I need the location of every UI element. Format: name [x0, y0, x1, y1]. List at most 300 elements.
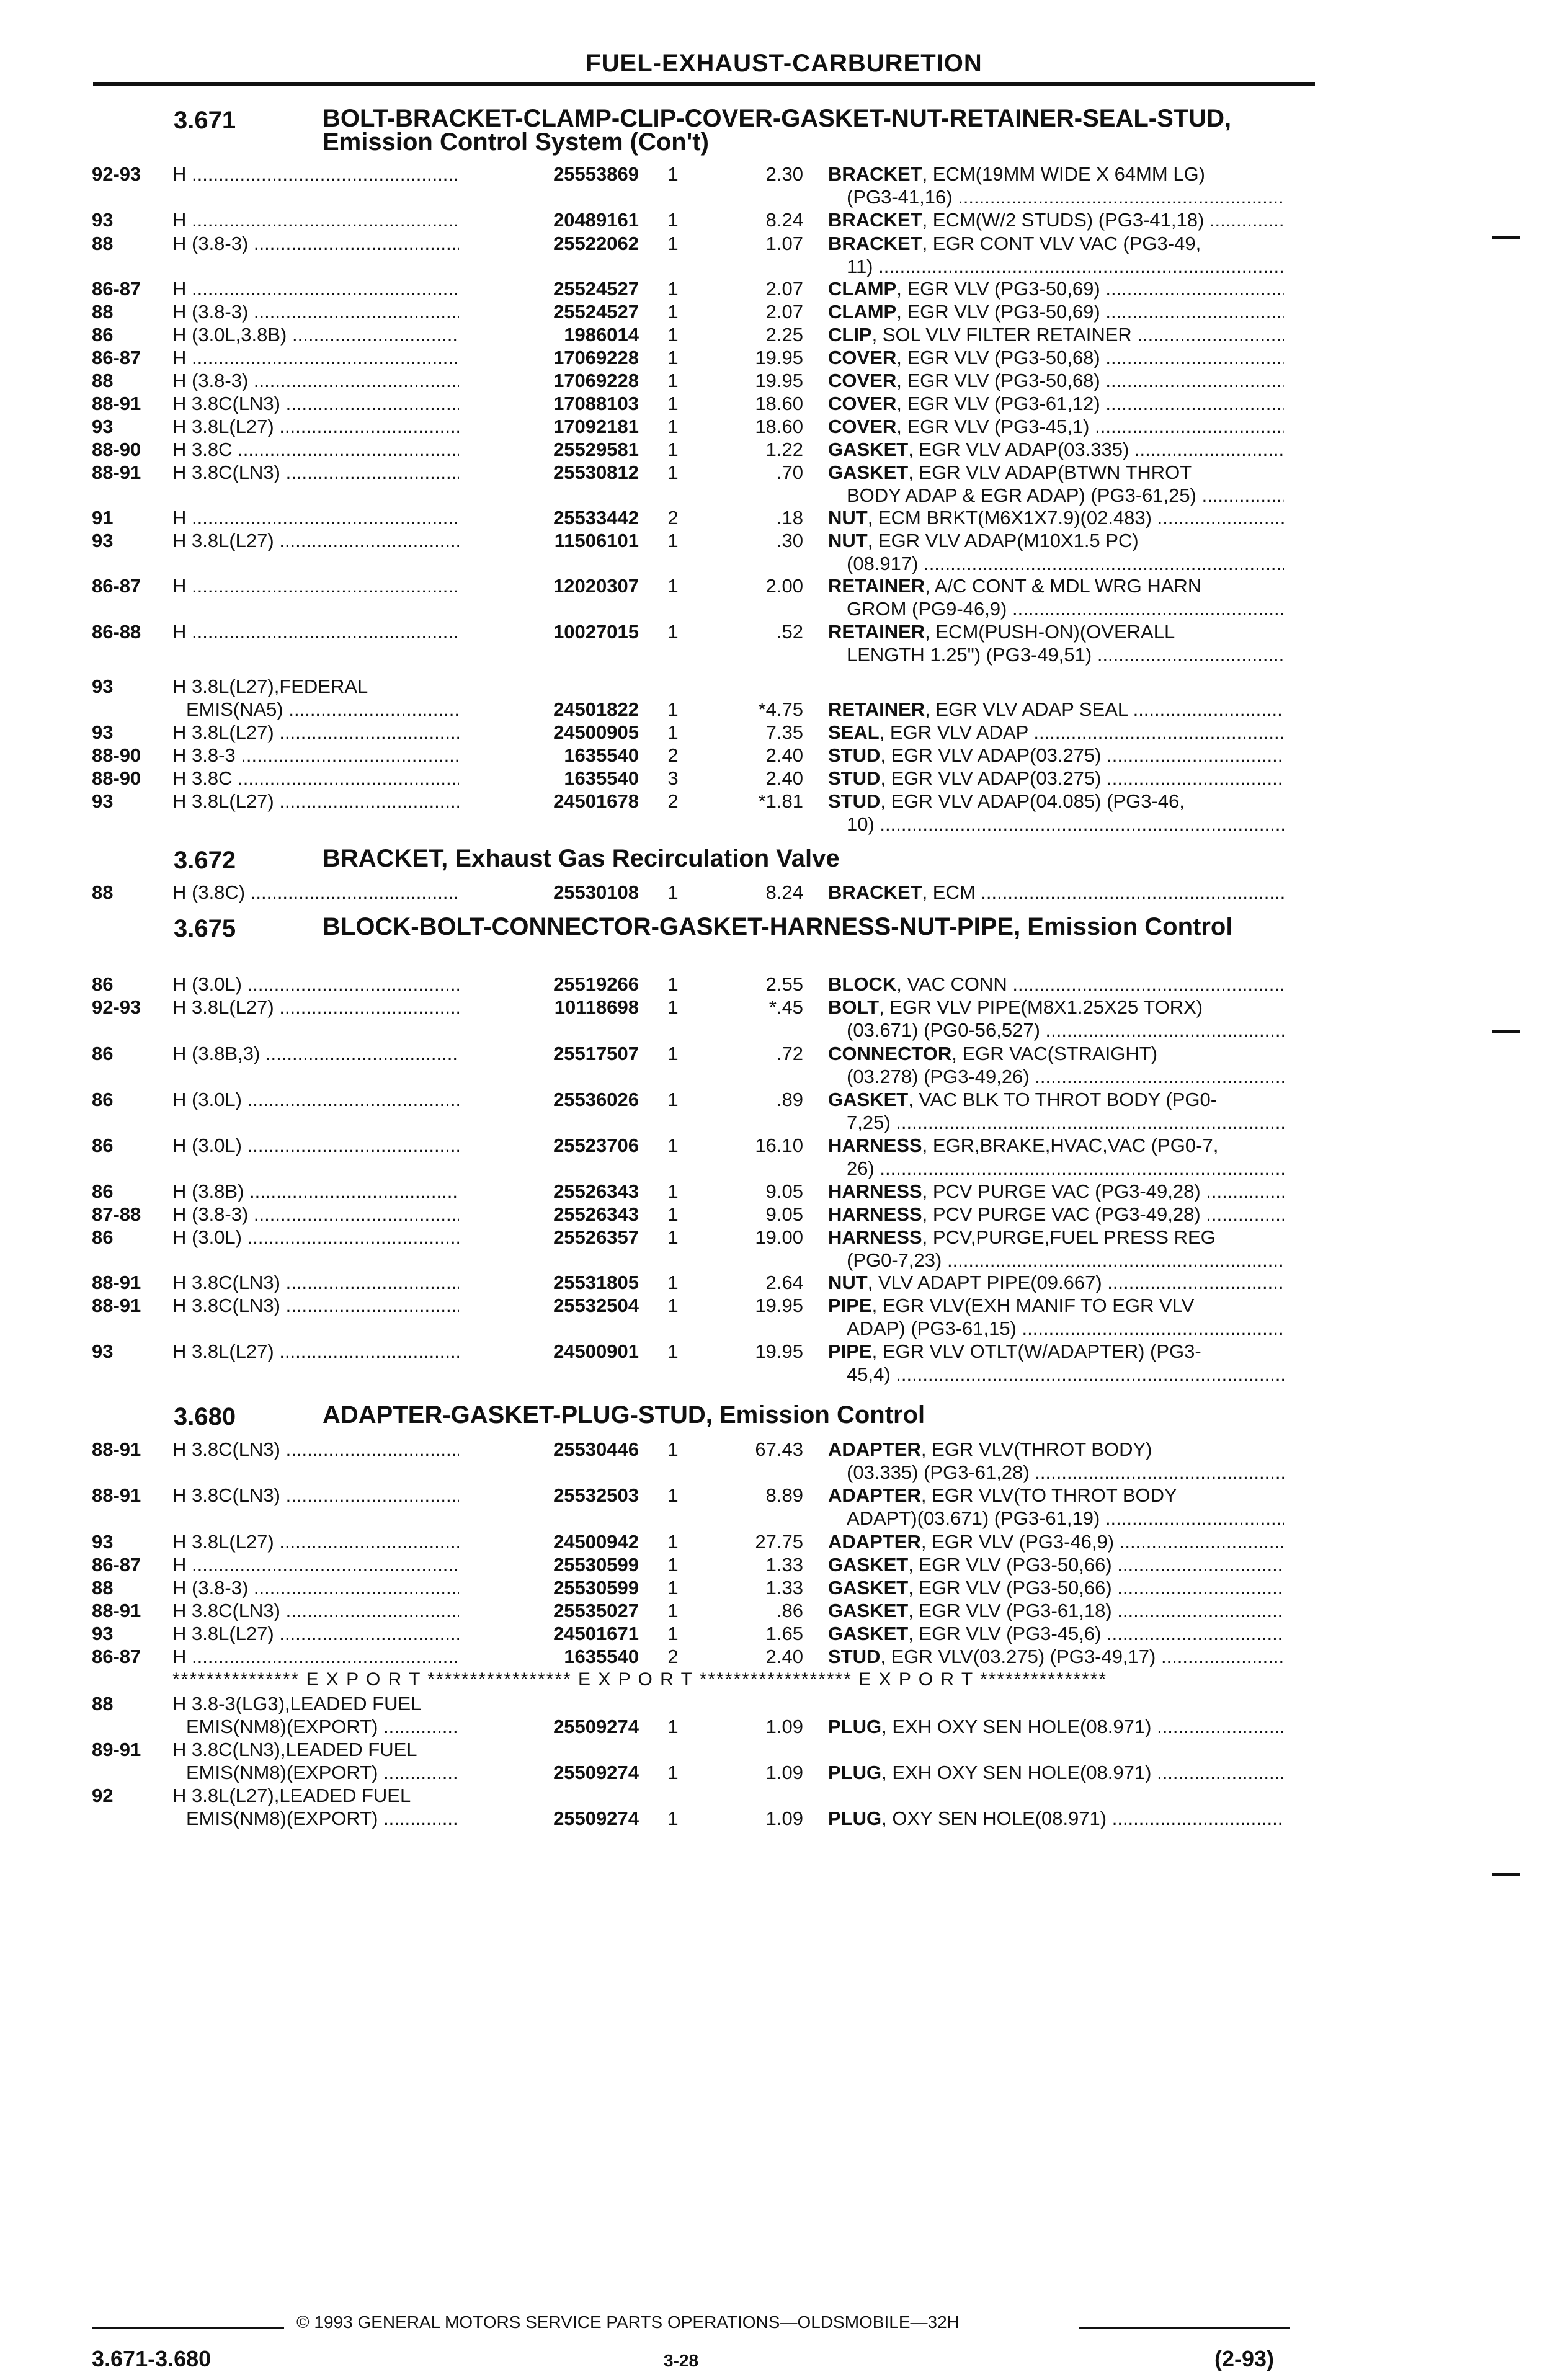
- description: [828, 973, 1284, 996]
- part-number: 12020307: [459, 574, 639, 597]
- model-year: 93: [92, 1623, 114, 1644]
- description: [828, 1134, 1284, 1157]
- description-cont: BODY ADAP & EGR ADAP) (PG3-61,25) .....: [847, 484, 1284, 507]
- part-number: 25509274: [459, 1807, 639, 1830]
- application: H 3.8C(LN3) .....: [172, 1484, 501, 1507]
- part-name: CLAMP: [828, 278, 897, 300]
- quantity: 1: [667, 721, 679, 743]
- part-name: GASKET: [828, 1623, 909, 1644]
- price: 1.09: [765, 1808, 803, 1829]
- part-name: COVER: [828, 416, 897, 437]
- description-text: , EGR VLV (PG3-50,66): [908, 1554, 1112, 1576]
- description: [828, 1340, 1284, 1363]
- section-title: BLOCK-BOLT-CONNECTOR-GASKET-HARNESS-NUT-PIPE, Emission Control: [323, 913, 1233, 940]
- part-name: CLIP: [828, 324, 872, 346]
- application: H .....: [172, 506, 501, 529]
- price: .70: [776, 461, 803, 483]
- description: [828, 996, 1284, 1019]
- part-name: BRACKET: [828, 233, 922, 254]
- part-name: BOLT: [828, 996, 880, 1018]
- quantity: 1: [667, 1531, 679, 1553]
- model-year: 93: [92, 721, 114, 743]
- application: H 3.8C(LN3),LEADED FUEL: [172, 1739, 417, 1760]
- model-year: 91: [92, 507, 114, 528]
- application: H .....: [172, 208, 501, 231]
- application: H 3.8C(LN3) .....: [172, 392, 501, 415]
- model-year: 86-87: [92, 347, 141, 368]
- price: 19.95: [755, 1340, 803, 1362]
- footer-copyright: © 1993 GENERAL MOTORS SERVICE PARTS OPERATIONS—OLDSMOBILE—32H: [296, 2312, 960, 2332]
- part-name: STUD: [828, 790, 881, 812]
- part-number: 24501671: [459, 1622, 639, 1645]
- part-name: PIPE: [828, 1340, 872, 1362]
- footer-section-range: 3.671-3.680: [92, 2346, 212, 2371]
- model-year: 88-90: [92, 767, 141, 789]
- part-name: GASKET: [828, 1577, 909, 1598]
- price: 9.05: [765, 1203, 803, 1225]
- description: [828, 698, 1284, 721]
- application: H 3.8C .....: [172, 438, 501, 461]
- description-text: , VAC BLK TO THROT BODY (PG0-: [908, 1089, 1218, 1110]
- part-name: NUT: [828, 530, 868, 551]
- description-text: , EGR VLV ADAP(03.275): [880, 767, 1102, 789]
- model-year: 92: [92, 1785, 114, 1806]
- description-text: , EGR VLV (PG3-50,68): [896, 347, 1100, 368]
- part-name: COVER: [828, 347, 897, 368]
- quantity: 1: [667, 530, 679, 551]
- model-year: 86-87: [92, 575, 141, 597]
- description-text: , EGR VLV(TO THROT BODY: [920, 1484, 1177, 1506]
- part-name: ADAPTER: [828, 1531, 921, 1553]
- application: H 3.8L(L27) .....: [172, 1340, 501, 1363]
- quantity: 1: [667, 1180, 679, 1202]
- description-text: , EGR VLV(EXH MANIF TO EGR VLV: [871, 1295, 1195, 1316]
- quantity: 1: [667, 439, 679, 460]
- application: H .....: [172, 277, 501, 300]
- application: H 3.8-3 .....: [172, 744, 501, 767]
- model-year: 86: [92, 1043, 114, 1064]
- price: 2.07: [765, 301, 803, 323]
- part-number: 25532504: [459, 1294, 639, 1317]
- price: 19.95: [755, 347, 803, 368]
- application: H (3.8-3) .....: [172, 369, 501, 392]
- part-number: 25524527: [459, 300, 639, 323]
- price: .72: [776, 1043, 803, 1064]
- part-number: 17092181: [459, 415, 639, 438]
- application: H 3.8C(LN3) .....: [172, 1294, 501, 1317]
- description: [828, 346, 1284, 369]
- description-cont: (PG3-41,16) .....: [847, 185, 1284, 208]
- description: [828, 1271, 1284, 1294]
- model-year: 86: [92, 324, 114, 346]
- part-name: NUT: [828, 507, 868, 528]
- model-year: 88: [92, 1693, 114, 1714]
- model-year: 88: [92, 1577, 114, 1598]
- description: [828, 790, 1284, 813]
- price: *1.81: [758, 790, 803, 812]
- description-text: , ECM BRKT(M6X1X7.9)(02.483): [867, 507, 1152, 528]
- quantity: 1: [667, 278, 679, 300]
- description-text: , EGR VLV ADAP(04.085) (PG3-46,: [880, 790, 1185, 812]
- description: [828, 529, 1284, 552]
- margin-mark: [1492, 1873, 1520, 1876]
- quantity: 1: [667, 393, 679, 414]
- description: [828, 620, 1284, 643]
- price: 8.24: [765, 209, 803, 231]
- price: 2.30: [765, 163, 803, 185]
- application: H (3.8C) .....: [172, 881, 501, 904]
- part-number: 17069228: [459, 346, 639, 369]
- quantity: 1: [667, 163, 679, 185]
- description: [828, 881, 1284, 904]
- description: [828, 1484, 1284, 1507]
- application: H 3.8L(L27) .....: [172, 415, 501, 438]
- quantity: 1: [667, 1438, 679, 1460]
- price: 67.43: [755, 1438, 803, 1460]
- price: 1.33: [765, 1554, 803, 1576]
- description-text: , PCV PURGE VAC (PG3-49,28): [922, 1180, 1201, 1202]
- part-number: 25530599: [459, 1576, 639, 1599]
- description-text: , ECM(19MM WIDE X 64MM LG): [922, 163, 1205, 185]
- model-year: 88-91: [92, 1438, 141, 1460]
- description: [828, 208, 1284, 231]
- application: H (3.0L) .....: [172, 1088, 501, 1111]
- price: 18.60: [755, 393, 803, 414]
- quantity: 1: [667, 461, 679, 483]
- model-year: 86-87: [92, 1646, 141, 1667]
- application: H .....: [172, 346, 501, 369]
- description: [828, 300, 1284, 323]
- description-cont: (03.671) (PG0-56,527) .....: [847, 1019, 1284, 1041]
- description-text: , EGR CONT VLV VAC (PG3-49,: [922, 233, 1201, 254]
- part-name: CONNECTOR: [828, 1043, 952, 1064]
- description-text: , ECM: [922, 881, 976, 903]
- section-number: 3.672: [174, 847, 236, 874]
- quantity: 1: [667, 1716, 679, 1737]
- description-text: , PCV,PURGE,FUEL PRESS REG: [922, 1226, 1216, 1248]
- part-number: 24500942: [459, 1530, 639, 1553]
- description: [828, 277, 1284, 300]
- description: [828, 1203, 1284, 1226]
- part-number: 24501678: [459, 790, 639, 813]
- description-text: , ECM(PUSH-ON)(OVERALL: [925, 621, 1175, 643]
- part-number: 25522062: [459, 232, 639, 255]
- quantity: 1: [667, 698, 679, 720]
- application: H 3.8L(L27) .....: [172, 1530, 501, 1553]
- part-name: BLOCK: [828, 973, 897, 995]
- price: 1.65: [765, 1623, 803, 1644]
- part-number: 24500905: [459, 721, 639, 744]
- description: [828, 163, 1284, 185]
- model-year: 86: [92, 973, 114, 995]
- part-number: 25526357: [459, 1226, 639, 1249]
- part-name: BRACKET: [828, 881, 922, 903]
- part-number: 25536026: [459, 1088, 639, 1111]
- application: H (3.8B) .....: [172, 1180, 501, 1203]
- section-number: 3.680: [174, 1403, 236, 1430]
- description-text: , PCV PURGE VAC (PG3-49,28): [922, 1203, 1201, 1225]
- application: H (3.0L,3.8B) .....: [172, 323, 501, 346]
- margin-mark: [1492, 236, 1520, 239]
- model-year: 88: [92, 233, 114, 254]
- section-title: BRACKET, Exhaust Gas Recirculation Valve: [323, 845, 840, 872]
- description: [828, 767, 1284, 790]
- part-number: 25526343: [459, 1180, 639, 1203]
- quantity: 1: [667, 881, 679, 903]
- price: 9.05: [765, 1180, 803, 1202]
- application: H .....: [172, 1553, 501, 1576]
- quantity: 2: [667, 507, 679, 528]
- part-name: GASKET: [828, 1554, 909, 1576]
- price: 18.60: [755, 416, 803, 437]
- price: 2.40: [765, 744, 803, 766]
- description-text: , EGR VLV ADAP: [879, 721, 1028, 743]
- part-number: 20489161: [459, 208, 639, 231]
- part-number: 25553869: [459, 163, 639, 185]
- part-number: 25530108: [459, 881, 639, 904]
- model-year: 88-91: [92, 1484, 141, 1506]
- description-cont: ADAP) (PG3-61,15) .....: [847, 1317, 1284, 1340]
- description-text: , EGR VAC(STRAIGHT): [951, 1043, 1158, 1064]
- quantity: 1: [667, 1295, 679, 1316]
- price: 27.75: [755, 1531, 803, 1553]
- application: H 3.8L(L27),FEDERAL: [172, 675, 368, 697]
- model-year: 93: [92, 790, 114, 812]
- description-cont: (03.335) (PG3-61,28) .....: [847, 1461, 1284, 1484]
- description-text: , EGR VLV ADAP SEAL: [925, 698, 1128, 720]
- quantity: 1: [667, 233, 679, 254]
- export-banner: *************** E X P O R T ***************** E X P O R T ****************** E X P O R T ***************: [172, 1669, 1108, 1690]
- model-year: 86-87: [92, 278, 141, 300]
- part-name: BRACKET: [828, 163, 922, 185]
- description: [828, 1294, 1284, 1317]
- quantity: 1: [667, 1203, 679, 1225]
- description-text: , EGR,BRAKE,HVAC,VAC (PG0-7,: [922, 1135, 1219, 1156]
- application: H .....: [172, 574, 501, 597]
- page-title: FUEL-EXHAUST-CARBURETION: [586, 50, 982, 77]
- description: [828, 1645, 1284, 1668]
- part-name: BRACKET: [828, 209, 922, 231]
- application: H (3.8-3) .....: [172, 232, 501, 255]
- part-number: 25529581: [459, 438, 639, 461]
- description: [828, 1715, 1284, 1738]
- description: [828, 721, 1284, 744]
- application: H 3.8L(L27) .....: [172, 790, 501, 813]
- model-year: 88: [92, 301, 114, 323]
- part-number: 17069228: [459, 369, 639, 392]
- part-number: 25535027: [459, 1599, 639, 1622]
- model-year: 93: [92, 1340, 114, 1362]
- part-number: 24500901: [459, 1340, 639, 1363]
- description-text: , EXH OXY SEN HOLE(08.971): [881, 1716, 1152, 1737]
- part-name: PIPE: [828, 1295, 872, 1316]
- model-year: 86-88: [92, 621, 141, 643]
- description: [828, 506, 1284, 529]
- application: H 3.8L(L27) .....: [172, 529, 501, 552]
- description-text: , VLV ADAPT PIPE(09.667): [867, 1272, 1102, 1293]
- description-cont: 11) .....: [847, 255, 1284, 278]
- model-year: 88-91: [92, 393, 141, 414]
- part-name: HARNESS: [828, 1203, 922, 1225]
- part-name: RETAINER: [828, 698, 925, 720]
- description-text: , EGR VLV PIPE(M8X1.25X25 TORX): [879, 996, 1203, 1018]
- price: .86: [776, 1600, 803, 1621]
- application-cont: EMIS(NM8)(EXPORT) .....: [186, 1761, 501, 1784]
- part-number: 25530812: [459, 461, 639, 484]
- part-number: 10027015: [459, 620, 639, 643]
- model-year: 93: [92, 1531, 114, 1553]
- part-number: 24501822: [459, 698, 639, 721]
- application: H 3.8C(LN3) .....: [172, 461, 501, 484]
- description-cont: (PG0-7,23) .....: [847, 1249, 1284, 1272]
- description: [828, 232, 1284, 255]
- part-name: SEAL: [828, 721, 880, 743]
- application: H 3.8C(LN3) .....: [172, 1438, 501, 1461]
- part-number: 25509274: [459, 1761, 639, 1784]
- section-title: BOLT-BRACKET-CLAMP-CLIP-COVER-GASKET-NUT-RETAINER-SEAL-STUD, Emission Control System (Con't): [323, 105, 1232, 156]
- model-year: 93: [92, 675, 114, 697]
- quantity: 1: [667, 1808, 679, 1829]
- price: 2.40: [765, 1646, 803, 1667]
- quantity: 1: [667, 347, 679, 368]
- description-text: , A/C CONT & MDL WRG HARN: [925, 575, 1202, 597]
- description-cont: (03.278) (PG3-49,26) .....: [847, 1065, 1284, 1088]
- price: *4.75: [758, 698, 803, 720]
- description-text: , EGR VLV(THROT BODY): [920, 1438, 1152, 1460]
- description-text: , OXY SEN HOLE(08.971): [881, 1808, 1107, 1829]
- section-number: 3.671: [174, 107, 236, 134]
- price: 19.95: [755, 370, 803, 391]
- part-name: HARNESS: [828, 1180, 922, 1202]
- application: H (3.8-3) .....: [172, 1203, 501, 1226]
- description: [828, 461, 1284, 484]
- price: .52: [776, 621, 803, 643]
- application: H (3.0L) .....: [172, 1134, 501, 1157]
- part-number: 17088103: [459, 392, 639, 415]
- part-name: ADAPTER: [828, 1484, 921, 1506]
- price: 19.95: [755, 1295, 803, 1316]
- description-text: , VAC CONN: [896, 973, 1007, 995]
- application-cont: EMIS(NM8)(EXPORT) .....: [186, 1715, 501, 1738]
- price: 1.22: [765, 439, 803, 460]
- application: H .....: [172, 163, 501, 185]
- quantity: 1: [667, 621, 679, 643]
- description-text: , EGR VLV ADAP(BTWN THROT: [908, 461, 1192, 483]
- footer-date: (2-93): [1214, 2346, 1275, 2371]
- quantity: 1: [667, 1089, 679, 1110]
- part-name: GASKET: [828, 1089, 909, 1110]
- price: 8.89: [765, 1484, 803, 1506]
- part-number: 25532503: [459, 1484, 639, 1507]
- description: [828, 1530, 1284, 1553]
- quantity: 2: [667, 744, 679, 766]
- part-name: ADAPTER: [828, 1438, 921, 1460]
- part-number: 25526343: [459, 1203, 639, 1226]
- price: .18: [776, 507, 803, 528]
- quantity: 1: [667, 301, 679, 323]
- application: H (3.0L) .....: [172, 973, 501, 996]
- model-year: 86: [92, 1180, 114, 1202]
- application: H 3.8L(L27) .....: [172, 1622, 501, 1645]
- part-number: 25517507: [459, 1042, 639, 1065]
- application: H (3.8B,3) .....: [172, 1042, 501, 1065]
- margin-mark: [1492, 1030, 1520, 1033]
- quantity: 1: [667, 416, 679, 437]
- description-text: , EGR VLV (PG3-45,6): [908, 1623, 1102, 1644]
- application-cont: EMIS(NA5) .....: [186, 698, 501, 721]
- description-cont: ADAPT)(03.671) (PG3-61,19) .....: [847, 1507, 1284, 1530]
- price: .89: [776, 1089, 803, 1110]
- part-name: COVER: [828, 393, 897, 414]
- model-year: 88: [92, 370, 114, 391]
- price: 2.00: [765, 575, 803, 597]
- quantity: 1: [667, 1762, 679, 1783]
- description-text: , EGR VLV ADAP(03.275): [880, 744, 1102, 766]
- model-year: 88-90: [92, 744, 141, 766]
- description-text: , EGR VLV(03.275) (PG3-49,17): [880, 1646, 1156, 1667]
- part-number: 1635540: [459, 744, 639, 767]
- description-cont: 10) .....: [847, 813, 1284, 836]
- description-cont: 26) .....: [847, 1157, 1284, 1180]
- part-number: 1986014: [459, 323, 639, 346]
- part-number: 25509274: [459, 1715, 639, 1738]
- description: [828, 1553, 1284, 1576]
- application: H 3.8-3(LG3),LEADED FUEL: [172, 1693, 422, 1714]
- description-cont: (08.917) .....: [847, 552, 1284, 575]
- part-name: PLUG: [828, 1808, 882, 1829]
- application: H .....: [172, 1645, 501, 1668]
- model-year: 93: [92, 209, 114, 231]
- part-number: 25524527: [459, 277, 639, 300]
- description: [828, 323, 1284, 346]
- price: *.45: [768, 996, 803, 1018]
- part-name: STUD: [828, 744, 881, 766]
- application: H 3.8L(L27) .....: [172, 721, 501, 744]
- description-text: , EXH OXY SEN HOLE(08.971): [881, 1762, 1152, 1783]
- price: 2.40: [765, 767, 803, 789]
- part-name: RETAINER: [828, 575, 925, 597]
- description: [828, 574, 1284, 597]
- description-cont: GROM (PG9-46,9) .....: [847, 597, 1284, 620]
- application: H 3.8C(LN3) .....: [172, 1599, 501, 1622]
- quantity: 2: [667, 790, 679, 812]
- quantity: 1: [667, 1135, 679, 1156]
- model-year: 88-91: [92, 1600, 141, 1621]
- model-year: 93: [92, 416, 114, 437]
- header-rule: [93, 82, 1315, 86]
- quantity: 1: [667, 1600, 679, 1621]
- application: H (3.8-3) .....: [172, 300, 501, 323]
- price: 1.33: [765, 1577, 803, 1598]
- description-text: , EGR VLV (PG3-50,66): [908, 1577, 1112, 1598]
- model-year: 86: [92, 1135, 114, 1156]
- description: [828, 1807, 1284, 1830]
- part-number: 11506101: [459, 529, 639, 552]
- quantity: 1: [667, 1272, 679, 1293]
- price: 1.09: [765, 1716, 803, 1737]
- model-year: 88-91: [92, 461, 141, 483]
- part-name: NUT: [828, 1272, 868, 1293]
- model-year: 87-88: [92, 1203, 141, 1225]
- price: 8.24: [765, 881, 803, 903]
- model-year: 89-91: [92, 1739, 141, 1760]
- description: [828, 392, 1284, 415]
- price: 16.10: [755, 1135, 803, 1156]
- part-name: GASKET: [828, 1600, 909, 1621]
- description-cont: LENGTH 1.25") (PG3-49,51) .....: [847, 643, 1284, 666]
- section-title: ADAPTER-GASKET-PLUG-STUD, Emission Control: [323, 1401, 925, 1429]
- description-text: , EGR VLV ADAP(03.335): [908, 439, 1129, 460]
